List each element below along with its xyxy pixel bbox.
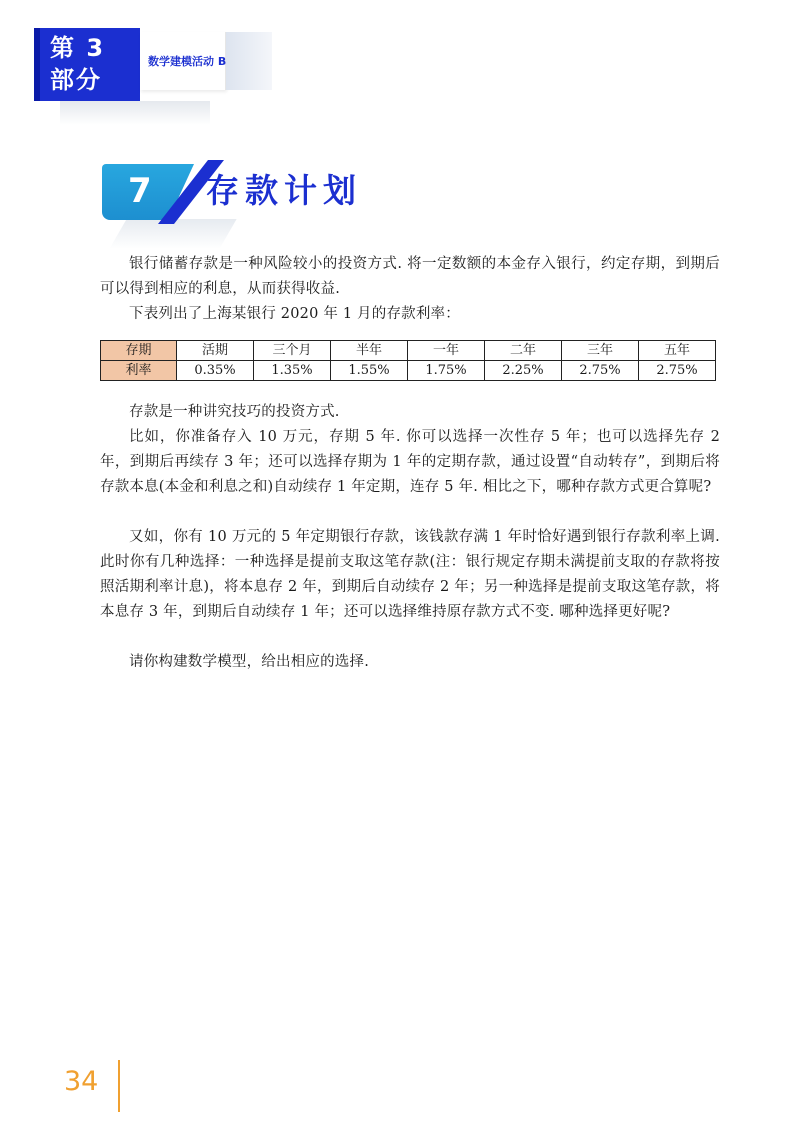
table-cell: 1.55% <box>331 361 408 381</box>
chapter-number: 7 <box>128 171 152 211</box>
table-cell: 0.35% <box>177 361 254 381</box>
table-cell: 三个月 <box>254 341 331 361</box>
table-cell: 2.25% <box>485 361 562 381</box>
table-cell: 2.75% <box>562 361 639 381</box>
deposit-rate-table <box>100 340 716 381</box>
body-paragraph-3: 又如，你有 10 万元的 5 年定期银行存款，该钱款存满 1 年时恰好遇到银行存款利率上调. 此时你有几种选择：一种选择是提前支取这笔存款(注：银行规定存期未满提前支取的存款将按照活期利率计息)，将本息存 2 年，到期后自动续存 2 年；另一种选择是提前支取这笔存款，将本息存 3 年，到期后自动续存 1 年；还可以选择维持原存款方式不变. 哪种选择更好呢? <box>100 529 720 620</box>
table-header-cell: 利率 <box>101 361 177 381</box>
body-paragraph-2: 比如，你准备存入 10 万元，存期 5 年. 你可以选择一次性存 5 年；也可以选择先存 2 年，到期后再续存 3 年；还可以选择存期为 1 年的定期存款，通过设置“自动转存”，到期后将存款本息(本金和利息之和)自动续存 1 年定期，连存 5 年. 相比之下，哪种存款方式更合算呢? <box>100 429 720 495</box>
module-label: 数学建模活动 B <box>140 32 226 90</box>
page-number-rule <box>118 1060 120 1112</box>
body-paragraph-1: 存款是一种讲究技巧的投资方式. <box>129 404 340 420</box>
table-cell: 活期 <box>177 341 254 361</box>
table-cell: 1.35% <box>254 361 331 381</box>
table-cell: 2.75% <box>639 361 716 381</box>
intro-paragraph: 银行储蓄存款是一种风险较小的投资方式. 将一定数额的本金存入银行，约定存期，到期后可以得到相应的利息，从而获得收益. <box>100 256 720 297</box>
page-number: 34 <box>64 1066 99 1097</box>
chapter-title: 存款计划 <box>206 171 362 210</box>
part-tab <box>40 28 140 101</box>
part-label-line2: 部分 <box>50 66 102 94</box>
header-shadow <box>60 101 210 125</box>
part-label-line1: 第 3 <box>50 34 106 62</box>
table-cell: 半年 <box>331 341 408 361</box>
table-row-term <box>101 341 716 361</box>
table-cell: 二年 <box>485 341 562 361</box>
table-cell: 1.75% <box>408 361 485 381</box>
body-paragraph-4: 请你构建数学模型，给出相应的选择. <box>129 654 370 670</box>
table-header-cell: 存期 <box>101 341 177 361</box>
table-intro-paragraph: 下表列出了上海某银行 2020 年 1 月的存款利率： <box>129 306 460 322</box>
table-row-rate <box>101 361 716 381</box>
table-cell: 一年 <box>408 341 485 361</box>
table-cell: 五年 <box>639 341 716 361</box>
part-tab-accent <box>34 28 40 101</box>
table-cell: 三年 <box>562 341 639 361</box>
header-strip <box>226 32 272 90</box>
